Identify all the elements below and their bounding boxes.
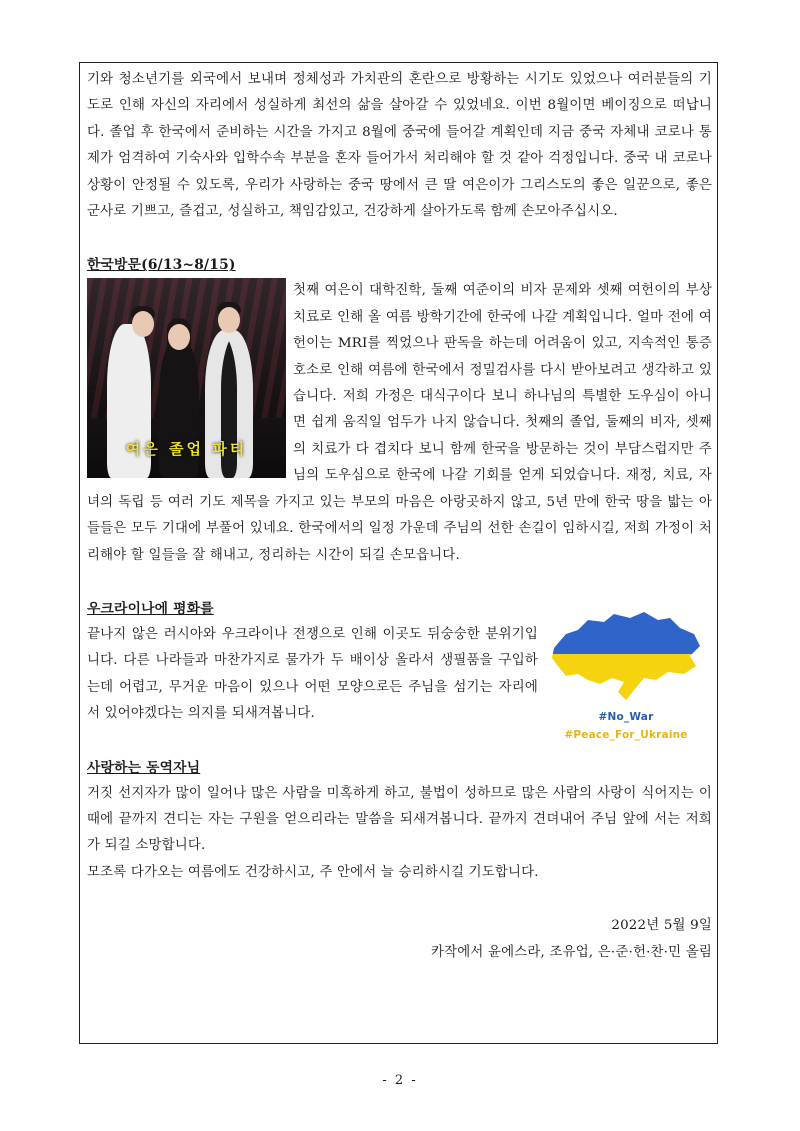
ukraine-block bbox=[87, 622, 712, 741]
intro-paragraph: 기와 청소년기를 외국에서 보내며 정체성과 가치관의 혼란으로 방황하는 시기도 있었으나 여러분들의 기도로 인해 자신의 자리에서 성실하게 최선의 삶을 살아갈 수 있었네요. 이번 8월이면 베이징으로 떠납니다. 졸업 후 한국에서 준비하는 시간을 가지고 8월에 중국에 들어갈 계획인데 지금 중국 자체내 코로나 통제가 엄격하여 기숙사와 입학수속 부분을 혼자 들어가서 처리해야 할 것 같아 걱정입니다. 중국 내 코로나 상황이 안정될 수 있도록, 우리가 사랑하는 중국 땅에서 큰 딸 여은이가 그리스도의 좋은 일꾼으로, 좋은 군사로 기쁘고, 즐겁고, 성실하고, 책임감있고, 건강하게 살아가도록 함께 손모아주십시오. bbox=[87, 72, 712, 220]
visit-heading: 한국방문(6/13~8/15) bbox=[87, 257, 236, 274]
letter-signature: 카작에서 윤에스라, 조유업, 은·준·헌·찬·민 올림 bbox=[431, 944, 712, 960]
partners-heading: 사랑하는 동역자님 bbox=[87, 759, 201, 776]
ukraine-heading: 우크라이나에 평화를 bbox=[87, 600, 214, 617]
peace-for-ukraine-tag: #Peace_For_Ukraine bbox=[564, 728, 688, 741]
ukraine-paragraph: 끝나지 않은 러시아와 우크라이나 전쟁으로 인해 이곳도 뒤숭숭한 분위기입니다. 다른 나라들과 마찬가지로 물가가 두 배이상 올라서 생필품을 구입하는데 어렵고, 무거운 마음이 있으나 어떤 모양으로든 주님을 섬기는 자리에 서 있어야겠다는 의지를 되새겨봅니다. bbox=[87, 626, 538, 722]
no-war-tag: #No_War bbox=[598, 710, 654, 723]
map-blue-half bbox=[548, 608, 704, 654]
ukraine-map-icon bbox=[548, 608, 704, 704]
ukraine-map-image bbox=[548, 608, 704, 758]
visit-block bbox=[87, 278, 712, 568]
graduation-party-photo bbox=[87, 278, 286, 478]
page-number: - 2 - bbox=[382, 1073, 418, 1088]
visit-paragraph: 첫째 여은이 대학진학, 둘째 여준이의 비자 문제와 셋째 여헌이의 부상치료로 인해 올 여름 방학기간에 한국에 나갈 계획입니다. 얼마 전에 여헌이는 MRI를 찍었으나 판독을 하는데 어려움이 있고, 지속적인 통증호소로 인해 여름에 한국에서 정밀검사를 다시 받아보려고 생각하고 있습니다. 저희 가정은 대식구이다 보니 하나님의 특별한 도우심이 아니면 쉽게 움직일 엄두가 나지 않습니다. 첫째의 졸업, 둘째의 비자, 셋째의 치료가 다 겹치다 보니 함께 한국을 방문하는 것이 부담스럽지만 주님의 도우심으로 한국에 나갈 기회를 얻게 되었습니다. 재정, 치료, 자녀의 독립 등 여러 기도 제목을 가지고 있는 부모의 마음은 아랑곳하지 않고, 5년 만에 한국 땅을 밟는 아들들은 모두 기대에 부풀어 있네요. 한국에서의 일정 가운데 주님의 선한 손길이 임하시길, 저희 가정이 처리해야 할 일들을 잘 해내고, 정리하는 시간이 되길 손모읍니다. bbox=[87, 283, 712, 563]
photo-caption: 여은 졸업 파티 bbox=[125, 440, 248, 459]
partners-paragraph: 거짓 선지자가 많이 일어나 많은 사람을 미혹하게 하고, 불법이 성하므로 많은 사람의 사랑이 식어지는 이 때에 끝까지 견디는 자는 구원을 얻으리라는 말씀을 되새겨봅니다. 끝까지 견뎌내어 주님 앞에 서는 저희가 되길 소망합니다. bbox=[87, 785, 712, 854]
letter-date: 2022년 5월 9일 bbox=[611, 918, 712, 934]
blessing-paragraph: 모조록 다가오는 여름에도 건강하시고, 주 안에서 늘 승리하시길 기도합니다. bbox=[87, 864, 539, 880]
letter-body bbox=[87, 67, 712, 966]
map-yellow-half bbox=[548, 654, 704, 704]
